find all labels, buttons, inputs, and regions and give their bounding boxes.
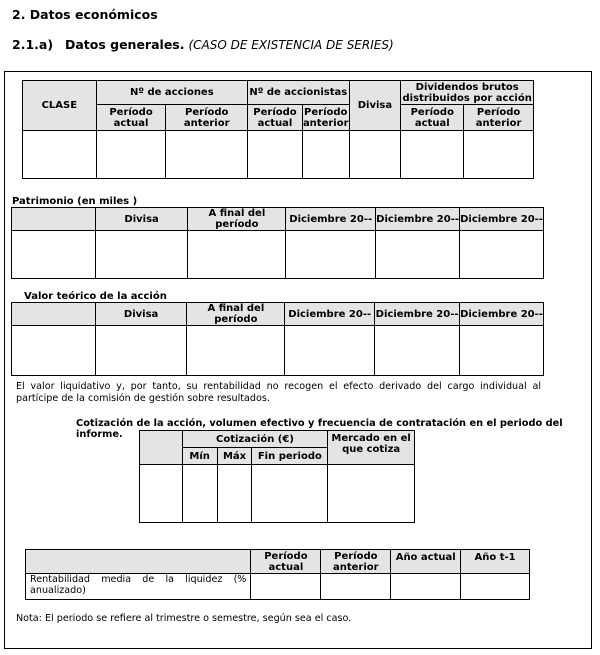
input-cell[interactable] — [460, 326, 544, 376]
input-cell[interactable] — [252, 465, 328, 523]
blank-header — [12, 208, 96, 231]
blank-header — [26, 550, 251, 574]
patrimonio-table — [11, 207, 544, 279]
col-max: Máx — [217, 448, 252, 465]
col-periodo-anterior: Período anterior — [302, 106, 349, 129]
col-divisa: Divisa — [95, 208, 188, 231]
input-cell[interactable] — [376, 231, 460, 279]
input-cell[interactable] — [217, 465, 252, 523]
input-cell[interactable] — [188, 231, 286, 279]
liquidativo-paragraph: El valor liquidativo y, por tanto, su rentabilidad no recogen el efecto derivado del cargo individual al partícipe de la comisión de gestión sobre resultados. — [16, 381, 541, 404]
input-cell[interactable] — [285, 326, 375, 376]
input-cell[interactable] — [302, 131, 349, 179]
col-diciembre: Diciembre 20-- — [460, 303, 544, 326]
section-title: 2. Datos económicos — [12, 7, 158, 22]
col-diciembre: Diciembre 20-- — [375, 303, 460, 326]
col-periodo-anterior: Período anterior — [321, 550, 391, 574]
row-label-rentabilidad: Rentabilidad media de la liquidez (% anualizado) — [26, 574, 251, 600]
col-periodo-actual: Período actual — [96, 105, 166, 131]
valor-teorico-title: Valor teórico de la acción — [24, 291, 167, 302]
col-diciembre: Diciembre 20-- — [285, 303, 375, 326]
input-cell[interactable] — [140, 465, 183, 523]
col-diciembre: Diciembre 20-- — [460, 208, 544, 231]
input-cell[interactable] — [349, 131, 401, 179]
col-dividendos: Dividendos brutos distribuidos por acción — [402, 81, 532, 104]
subsection-heading: Datos generales. — [64, 37, 185, 52]
blank-header — [12, 303, 96, 326]
blank-header — [140, 431, 183, 465]
col-cotizacion: Cotización (€) — [182, 431, 328, 448]
subsection-title — [12, 37, 394, 52]
input-cell[interactable] — [401, 131, 464, 179]
input-cell[interactable] — [23, 131, 97, 179]
col-num-acciones: Nº de acciones — [96, 81, 247, 105]
input-cell[interactable] — [391, 574, 461, 600]
input-cell[interactable] — [460, 231, 544, 279]
col-periodo-actual: Período actual — [251, 550, 321, 574]
input-cell[interactable] — [375, 326, 460, 376]
input-cell[interactable] — [166, 131, 248, 179]
col-diciembre: Diciembre 20-- — [286, 208, 376, 231]
input-cell[interactable] — [328, 465, 415, 523]
input-cell[interactable] — [95, 326, 187, 376]
input-cell[interactable] — [286, 231, 376, 279]
col-periodo-actual: Período actual — [248, 105, 303, 131]
input-cell[interactable] — [12, 231, 96, 279]
col-min: Mín — [182, 448, 217, 465]
col-ano-t-1: Año t-1 — [461, 550, 530, 574]
col-divisa: Divisa — [349, 81, 401, 131]
input-cell[interactable] — [248, 131, 303, 179]
subsection-number: 2.1.a) — [12, 37, 54, 52]
input-cell[interactable] — [96, 131, 166, 179]
cotizacion-table — [139, 430, 415, 523]
col-fin-periodo: Fin periodo — [252, 448, 328, 465]
input-cell[interactable] — [187, 326, 285, 376]
cotizacion-title: Cotización de la acción, volumen efectivo y frecuencia de contratación en el periodo del informe. — [76, 418, 563, 440]
col-final-periodo: A final del período — [187, 303, 285, 326]
col-final-periodo: A final del período — [188, 208, 286, 231]
footnote: Nota: El periodo se refiere al trimestre o semestre, según sea el caso. — [16, 613, 352, 624]
valor-teorico-table — [11, 302, 544, 376]
subsection-note: (CASO DE EXISTENCIA DE SERIES) — [188, 38, 394, 52]
col-divisa: Divisa — [95, 303, 187, 326]
col-periodo-anterior: Período anterior — [166, 105, 248, 131]
col-mercado: Mercado en el que cotiza — [328, 431, 415, 465]
input-cell[interactable] — [12, 326, 96, 376]
rentabilidad-table — [25, 549, 530, 600]
col-diciembre: Diciembre 20-- — [376, 208, 460, 231]
patrimonio-title: Patrimonio (en miles ) — [12, 196, 138, 207]
col-periodo-actual: Período actual — [401, 105, 464, 131]
col-periodo-anterior: Período anterior — [464, 105, 534, 131]
col-clase: CLASE — [23, 81, 97, 131]
input-cell[interactable] — [182, 465, 217, 523]
input-cell[interactable] — [461, 574, 530, 600]
input-cell[interactable] — [251, 574, 321, 600]
input-cell[interactable] — [321, 574, 391, 600]
series-table — [22, 80, 534, 179]
input-cell[interactable] — [464, 131, 534, 179]
col-num-accionistas: Nº de accionistas — [248, 81, 349, 105]
input-cell[interactable] — [95, 231, 188, 279]
col-ano-actual: Año actual — [391, 550, 461, 574]
